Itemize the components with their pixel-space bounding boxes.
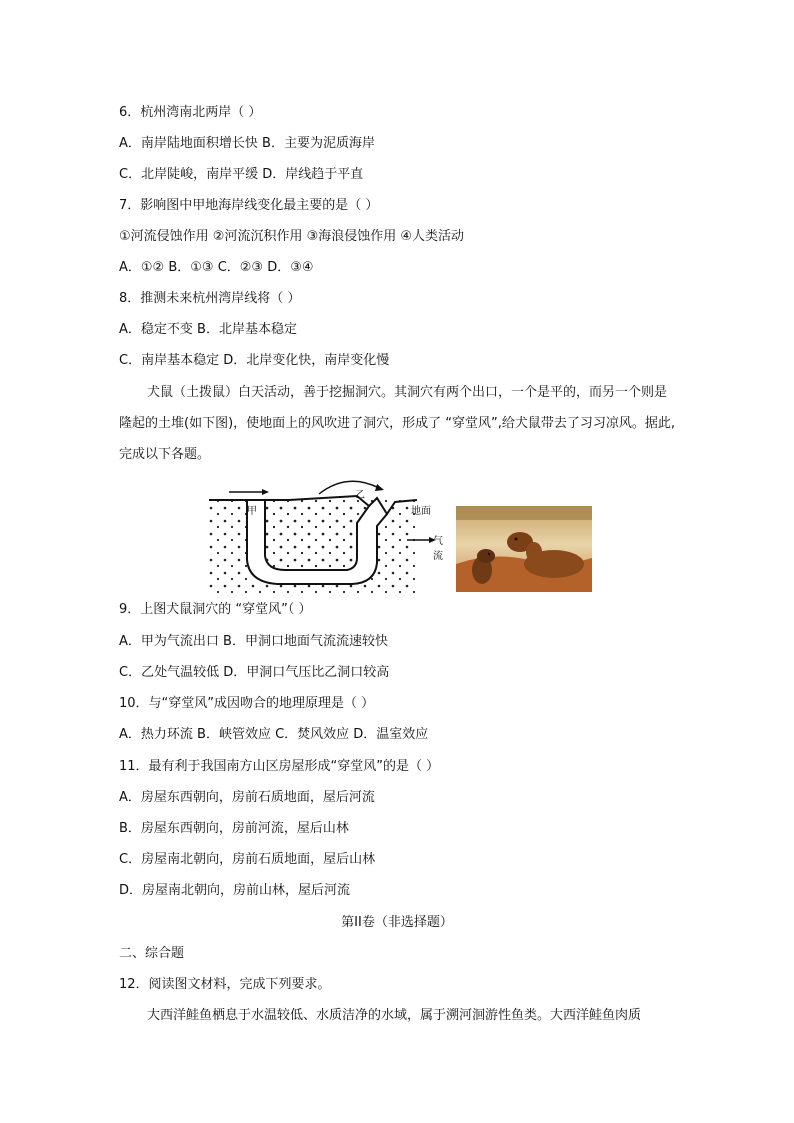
q7-factors: ①河流侵蚀作用 ②河流沉积作用 ③海浪侵蚀作用 ④人类活动 <box>119 229 465 244</box>
label-airflow: 气流 <box>433 536 443 562</box>
q12-passage: 大西洋鲑鱼栖息于水温较低、水质洁净的水域，属于溯河洄游性鱼类。大西洋鲑鱼肉质 <box>147 1008 642 1023</box>
part-heading: 二、综合题 <box>119 946 185 961</box>
passage-prairie-dog: 犬鼠（土拨鼠）白天活动，善于挖掘洞穴。其洞穴有两个出口，一个是平的，而另一个则是隆起的土堆(如下图)，使地面上的风吹进了洞穴，形成了 “穿堂风”,给犬鼠带去了习习凉风。据此,完成以下各题。 <box>119 385 676 462</box>
q10-options: A．热力环流 B．峡管效应 C．焚风效应 D．温室效应 <box>119 727 429 742</box>
q7-stem: 7．影响图中甲地海岸线变化最主要的是（ ） <box>119 198 379 213</box>
q6-options-cd: C．北岸陡峻，南岸平缓 D．岸线趋于平直 <box>119 167 364 182</box>
burrow-diagram <box>207 478 450 594</box>
q11-option-d: D．房屋南北朝向，房前山林，屋后河流 <box>119 883 351 898</box>
label-jia: 甲 <box>247 506 257 517</box>
q6-options-ab: A．南岸陆地面积增长快 B．主要为泥质海岸 <box>119 136 375 151</box>
label-ground: 地面 <box>411 506 431 517</box>
q8-options-cd: C．南岸基本稳定 D．北岸变化快，南岸变化慢 <box>119 353 390 368</box>
q9-options-ab: A．甲为气流出口 B．甲洞口地面气流流速较快 <box>119 634 388 649</box>
burrow-figure <box>207 478 597 594</box>
q11-option-a: A．房屋东西朝向，房前石质地面，屋后河流 <box>119 790 375 805</box>
q6-stem: 6．杭州湾南北两岸（ ） <box>119 105 262 120</box>
q11-option-c: C．房屋南北朝向，房前石质地面，屋后山林 <box>119 852 376 867</box>
q9-stem: 9．上图犬鼠洞穴的 “穿堂风”（ ） <box>119 602 312 617</box>
q11-stem: 11．最有利于我国南方山区房屋形成“穿堂风”的是（ ） <box>119 759 440 774</box>
q8-options-ab: A．稳定不变 B．北岸基本稳定 <box>119 322 297 337</box>
section-title: 第II卷（非选择题） <box>341 915 453 930</box>
q10-stem: 10．与“穿堂风”成因吻合的地理原理是（ ） <box>119 696 375 711</box>
q11-option-b: B．房屋东西朝向，房前河流，屋后山林 <box>119 821 349 836</box>
prairie-dog-photo <box>456 506 592 592</box>
q7-options: A．①② B．①③ C．②③ D．③④ <box>119 260 314 275</box>
q8-stem: 8．推测未来杭州湾岸线将（ ） <box>119 291 301 306</box>
q9-options-cd: C．乙处气温较低 D．甲洞口气压比乙洞口较高 <box>119 665 390 680</box>
q12-stem: 12．阅读图文材料，完成下列要求。 <box>119 977 331 992</box>
label-yi: 乙 <box>355 490 365 501</box>
